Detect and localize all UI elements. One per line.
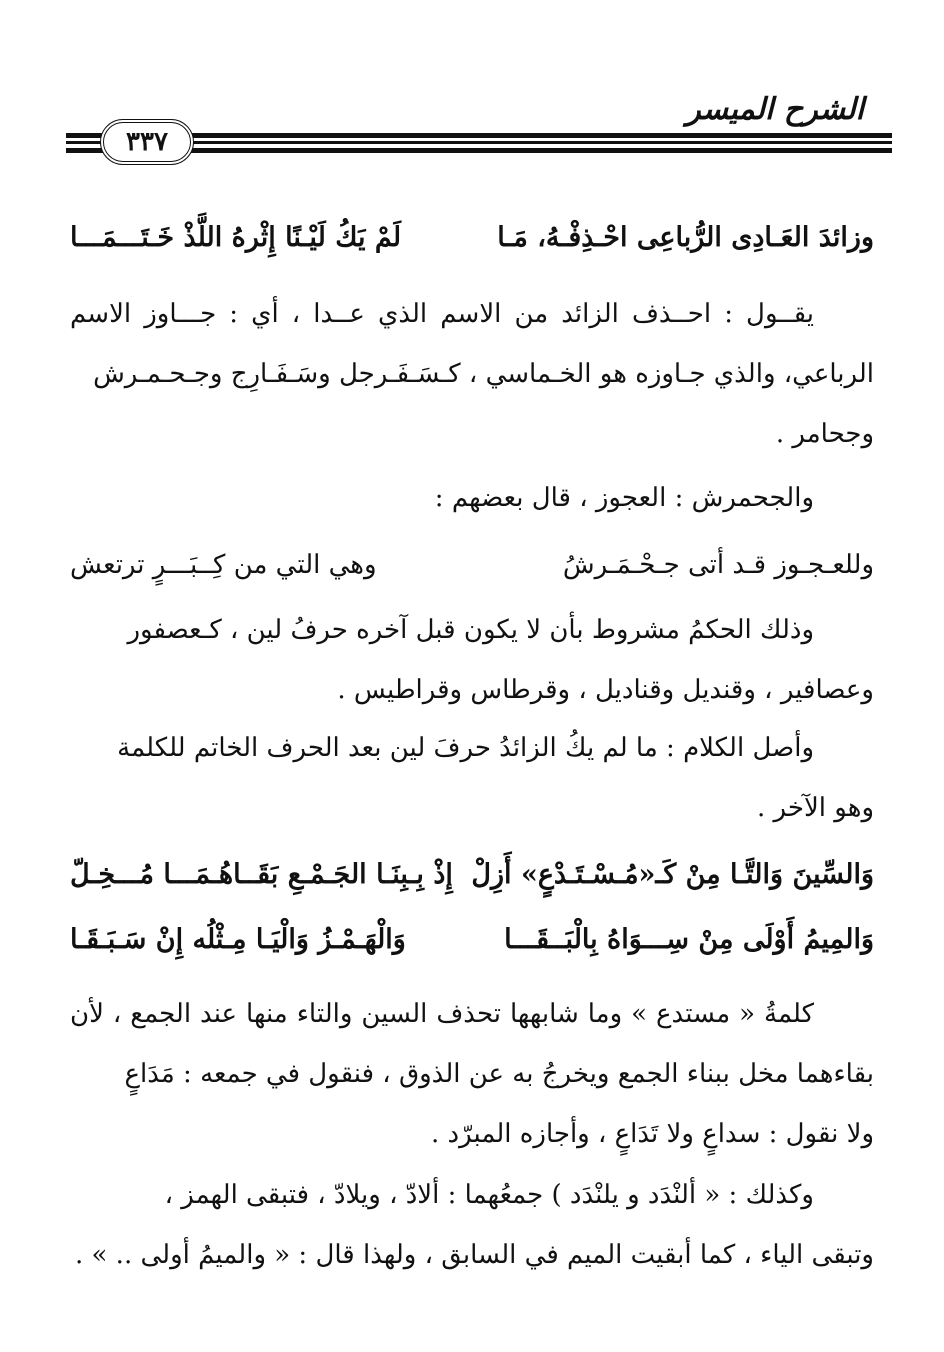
verse-line	[70, 208, 874, 268]
verse-hemistich-first: وللعـجـوز قـد أتى جـحْـمَـرشُ	[562, 550, 874, 580]
verse-line	[70, 845, 874, 905]
paragraph	[70, 284, 874, 464]
paragraph-body: كلمةُ « مستدع » وما شابهها تحذف السين والتاء منها عند الجمع ، لأن بقاءهما مخل ببناء الجمع ويخرجُ به عن الذوق ، فنقول في جمعه : مَدَاعٍ	[70, 999, 874, 1089]
verse-hemistich-first: وزائدَ العَـادِى الرُّباعِى احْـذِفْـهُ، مَـا	[497, 222, 874, 253]
paragraph-last-line: وتبقى الياء ، كما أبقيت الميم في السابق ، ولهذا قال : « والميمُ أولى .. » .	[74, 1240, 874, 1270]
paragraph	[70, 984, 874, 1164]
verse-line	[70, 910, 874, 970]
paragraph	[70, 718, 874, 838]
paragraph-body: والجحمرش : العجوز ، قال بعضهم :	[434, 483, 814, 513]
paragraph-last-line: ولا نقول : سداعٍ ولا تَدَاعٍ ، وأجازه المبرّد .	[431, 1119, 874, 1149]
paragraph-body: يقــول : احــذف الزائد من الاسم الذي عــدا ، أي : جـــاوز الاسم الرباعي، والذي جـاوزه هو الخـماسي ، كـسَـفَـرجل وسَـفَـارِج وجـحـمـرش	[70, 299, 874, 389]
paragraph-body: وكذلك : « ألنْدَد و يلنْدَد ) جمعُهما : ألادّ ، ويلادّ ، فتبقى الهمز ،	[164, 1180, 814, 1210]
paragraph-body: وذلك الحكمُ مشروط بأن لا يكون قبل آخره حرفُ لين ، كـعصفور	[127, 615, 814, 645]
page-number: ٣٣٧	[126, 127, 168, 157]
page-number-frame	[100, 119, 194, 165]
verse-hemistich-first: وَالسِّينَ وَالتَّـا مِنْ كَـ«مُـسْـتَـدْعٍ» أَزِلْ	[471, 859, 874, 890]
verse-line	[70, 535, 874, 595]
verse-hemistich-second: لَمْ يَكُ لَيْـنًا إِثْرهُ اللَّذْ خَـتَـــمَـــا	[70, 222, 402, 253]
paragraph-last-line: وجحامر .	[775, 419, 874, 449]
verse-hemistich-second: إِذْ بِـبِنَـا الجَـمْـعِ بَقَــاهُـمَـــا مُـــخِـلّ	[70, 859, 453, 890]
verse-hemistich-second: وهي التي من كِــبَـــرٍ ترتعش	[70, 550, 377, 580]
paragraph	[70, 600, 874, 720]
running-title: الشرح الميسر	[686, 92, 864, 127]
verse-hemistich-second: وَالْهَـمْـزُ وَالْيَـا مِـثْلُه إِنْ سَـبَـقَـا	[70, 924, 406, 955]
paragraph-body: وأصل الكلام : ما لم يكُ الزائدُ حرفَ لين بعد الحرف الخاتم للكلمة	[117, 733, 814, 763]
paragraph-last-line: وعصافير ، وقنديل وقناديل ، وقرطاس وقراطيس .	[337, 675, 874, 705]
paragraph-last-line: وهو الآخر .	[757, 793, 874, 823]
paragraph	[70, 468, 874, 528]
paragraph	[70, 1165, 874, 1285]
verse-hemistich-first: وَالمِيمُ أَوْلَى مِنْ سِـــوَاهُ بِالْبَــقَـــا	[504, 924, 874, 955]
